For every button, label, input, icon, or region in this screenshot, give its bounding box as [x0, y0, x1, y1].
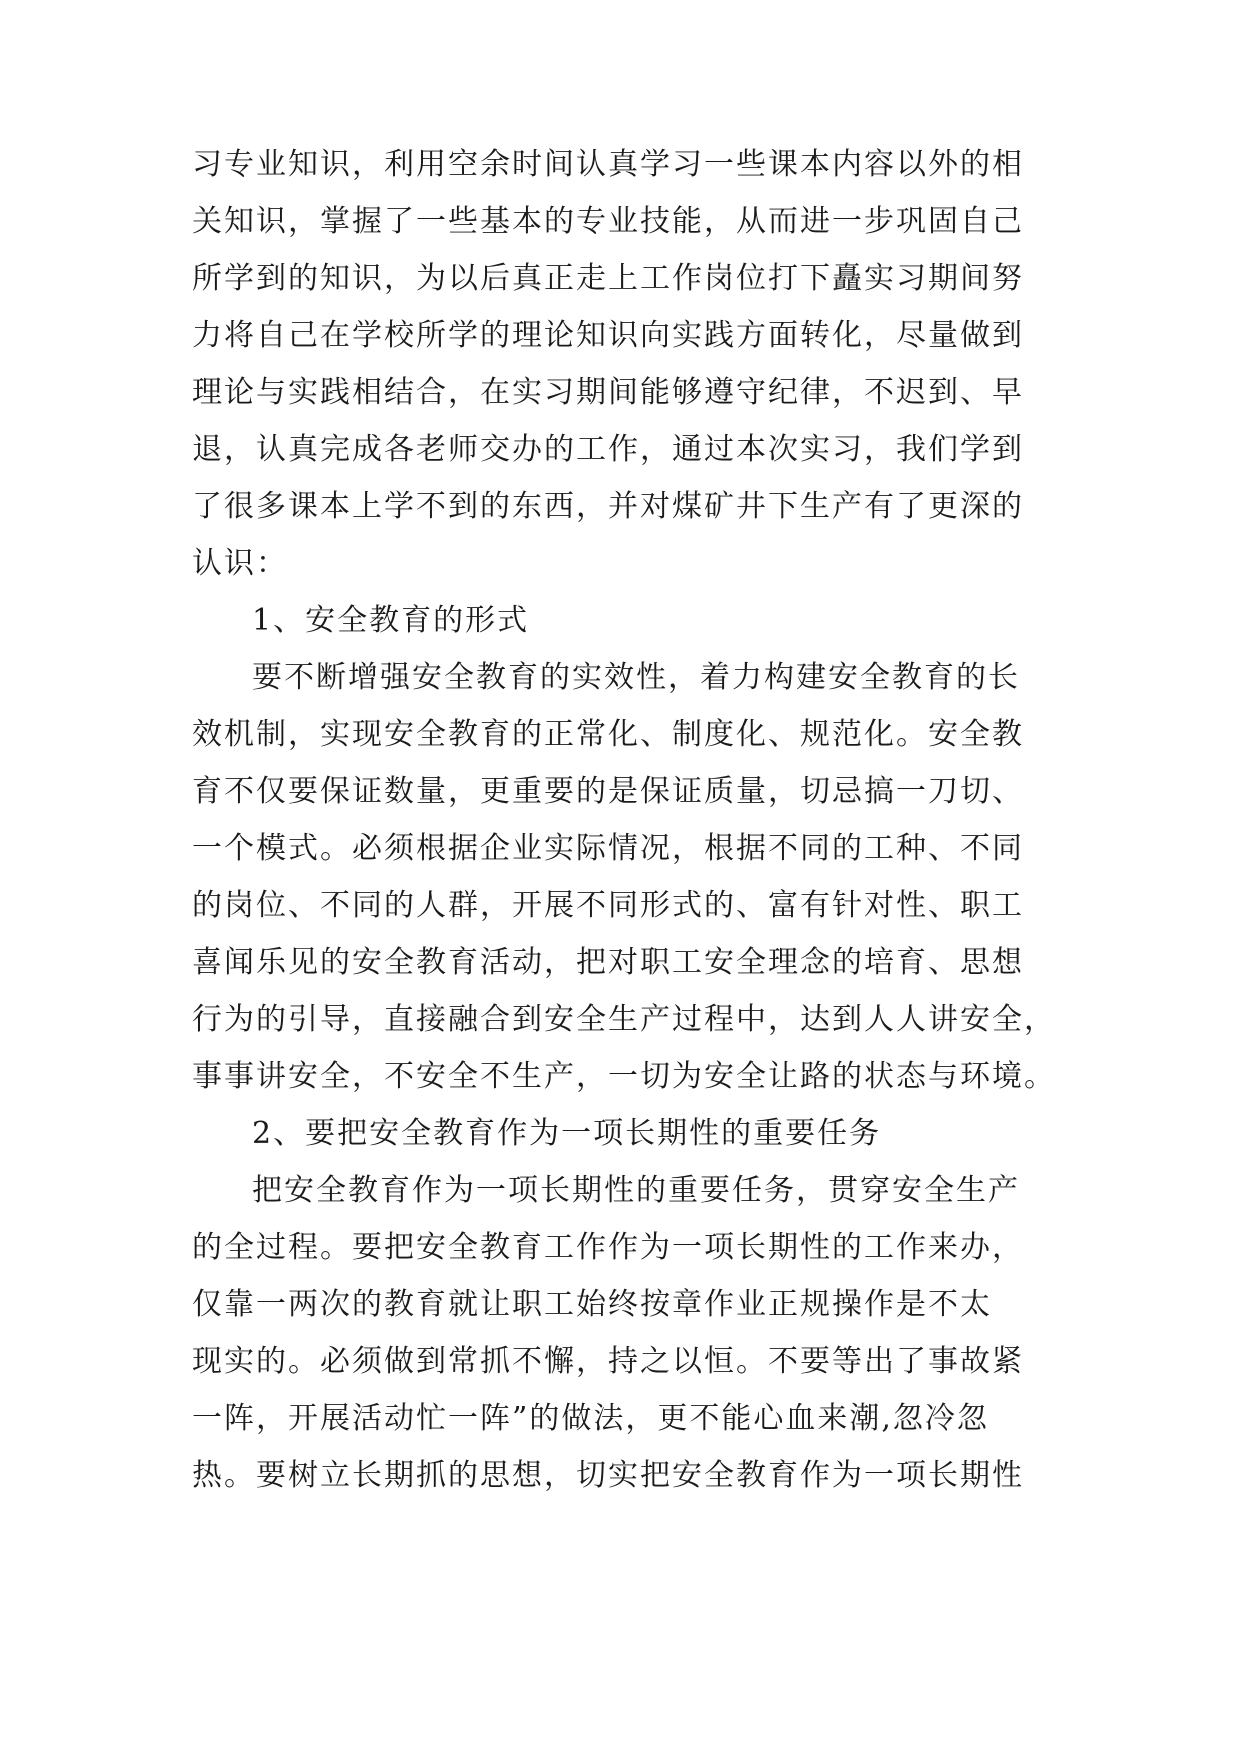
body-text-line: 现实的。必须做到常抓不懈，持之以恒。不要等出了事故紧 — [192, 1344, 1024, 1379]
body-text-line: 力将自己在学校所学的理论知识向实践方面转化，尽量做到 — [192, 318, 1024, 353]
section-heading-2: 2、要把安全教育作为一项长期性的重要任务 — [252, 1116, 882, 1151]
body-text-line: 的全过程。要把安全教育工作作为一项长期性的工作来办， — [192, 1230, 1024, 1265]
body-text-line: 一阵，开展活动忙一阵”的做法，更不能心血来潮,忽冷忽 — [192, 1401, 989, 1436]
body-text-line: 仅靠一两次的教育就让职工始终按章作业正规操作是不太 — [192, 1287, 992, 1322]
body-text-line: 行为的引导，直接融合到安全生产过程中，达到人人讲安全， — [192, 1002, 1056, 1037]
body-text-line: 一个模式。必须根据企业实际情况，根据不同的工种、不同 — [192, 831, 1024, 866]
body-text-line: 喜闻乐见的安全教育活动，把对职工安全理念的培育、思想 — [192, 945, 1024, 980]
body-text-line: 理论与实践相结合，在实习期间能够遵守纪律，不迟到、早 — [192, 375, 1024, 410]
section-heading-1: 1、安全教育的形式 — [252, 603, 530, 638]
body-text-line: 把安全教育作为一项长期性的重要任务，贯穿安全生产 — [252, 1173, 1020, 1208]
body-text-line: 退，认真完成各老师交办的工作，通过本次实习，我们学到 — [192, 432, 1024, 467]
body-text-line: 习专业知识，利用空余时间认真学习一些课本内容以外的相 — [192, 147, 1024, 182]
body-text-line: 所学到的知识，为以后真正走上工作岗位打下矗实习期间努 — [192, 261, 1024, 296]
body-text-line: 热。要树立长期抓的思想，切实把安全教育作为一项长期性 — [192, 1458, 1024, 1493]
body-text-line: 育不仅要保证数量，更重要的是保证质量，切忌搞一刀切、 — [192, 774, 1024, 809]
body-text-line: 的岗位、不同的人群，开展不同形式的、富有针对性、职工 — [192, 888, 1024, 923]
body-text-line: 关知识，掌握了一些基本的专业技能，从而进一步巩固自己 — [192, 204, 1024, 239]
body-text-line: 事事讲安全，不安全不生产，一切为安全让路的状态与环境。 — [192, 1059, 1056, 1094]
body-text-line: 认识： — [192, 546, 288, 581]
body-text-line: 了很多课本上学不到的东西，并对煤矿井下生产有了更深的 — [192, 489, 1024, 524]
body-text-line: 效机制，实现安全教育的正常化、制度化、规范化。安全教 — [192, 717, 1024, 752]
body-text-line: 要不断增强安全教育的实效性，着力构建安全教育的长 — [252, 660, 1020, 695]
